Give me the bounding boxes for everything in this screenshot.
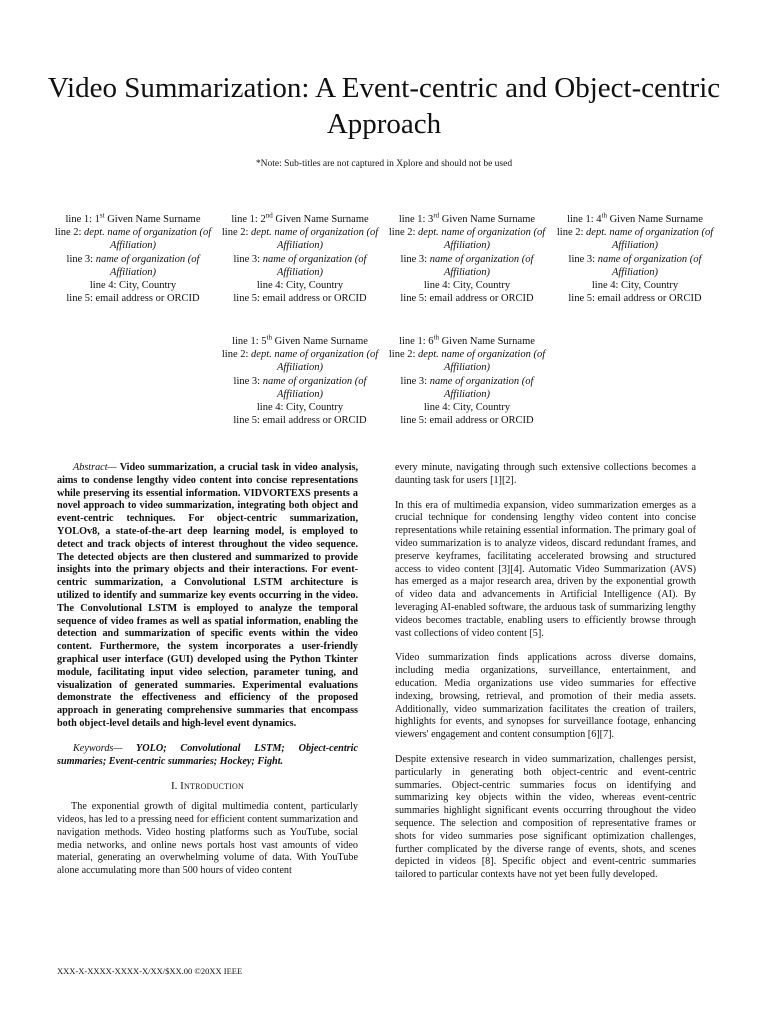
abstract-lead: Abstract—: [73, 462, 117, 473]
author-line-1: line 1: 5th Given Name Surname: [232, 333, 368, 347]
author-line-4: line 4: City, Country: [423, 280, 511, 292]
body-paragraph-2: In this era of multimedia expansion, video summarization emerges as a crucial technique for condensing lengthy video content into concise representations while retaining essential information. The primary goal of video summarization is to analyze videos, discard redundant frames, and preserve keyframes, facilitating accelerated browsing and structured access to video content [3][4]. Automatic Video Summarization (AVS) has emerged as a major research area, driven by the exponential growth of video data and advancements in Artificial Intelligence (AI). By leveraging AI-enabled software, the arduous task of summarizing lengthy videos becomes tractable, enabling users to efficiently browse through vast collections of video content [5].: [395, 499, 696, 639]
author-line-1: line 1: 6th Given Name Surname: [399, 333, 535, 347]
intro-paragraph-1: The exponential growth of digital multimedia content, particularly videos, has led to a pressing need for efficient content summarization and navigation methods. Video hosting platforms such as YouTube, social media networks, and online news portals host vast amounts of video material, generating an overwhelming volume of data. With YouTube alone accumulating more than 500 hours of video content: [57, 801, 358, 877]
author-line-3: line 3: name of organization (of Affiliation): [568, 253, 702, 278]
keywords-text: YOLO; Convolutional LSTM; Object-centric summaries; Event-centric summaries; Hockey; Fight.: [57, 742, 358, 767]
author-line-2: line 2: dept. name of organization (of Affiliation): [221, 349, 379, 374]
author-line-2: line 2: dept. name of organization (of Affiliation): [556, 227, 714, 252]
right-column: [395, 462, 696, 894]
author-line-2: line 2: dept. name of organization (of Affiliation): [54, 227, 212, 252]
keywords-lead: Keywords—: [73, 742, 123, 754]
author-line-5: line 5: email address or ORCID: [568, 293, 702, 305]
author-line-5: line 5: email address or ORCID: [233, 293, 367, 305]
author-line-2: line 2: dept. name of organization (of Affiliation): [221, 227, 379, 252]
author-line-4: line 4: City, Country: [256, 280, 344, 292]
body-paragraph-1: every minute, navigating through such extensive collections becomes a daunting task for users [1][2].: [395, 462, 696, 486]
subtitle-note: *Note: Sub-titles are not captured in Xplore and should not be used: [255, 159, 513, 169]
section-heading-introduction: I. Introduction: [170, 780, 244, 793]
keywords: [57, 743, 358, 769]
author-line-2: line 2: dept. name of organization (of Affiliation): [388, 349, 546, 374]
author-line-4: line 4: City, Country: [591, 280, 679, 292]
paper-title: Video Summarization: A Event-centric and Object-centric Approach: [47, 72, 721, 140]
abstract: [57, 462, 358, 731]
author-line-3: line 3: name of organization (of Affiliation): [66, 253, 200, 278]
author-block-3: [387, 213, 547, 305]
author-block-6: [387, 335, 547, 427]
author-line-3: line 3: name of organization (of Affiliation): [233, 253, 367, 278]
left-column: [57, 462, 358, 890]
author-line-5: line 5: email address or ORCID: [66, 293, 200, 305]
body-paragraph-3: Video summarization finds applications across diverse domains, including media organizations, surveillance, entertainment, and education. Media organizations use video summaries for effective indexing, browsing, retrieval, and promotion of their media assets. Additionally, video summarization facilitates the creation of trailers, highlights for events, and synopses for surveillance footage, enhancing viewers' engagement and content consumption [6][7].: [395, 652, 696, 741]
author-line-2: line 2: dept. name of organization (of Affiliation): [388, 227, 546, 252]
author-line-1: line 1: 2nd Given Name Surname: [231, 211, 369, 225]
author-line-1: line 1: 4th Given Name Surname: [567, 211, 703, 225]
abstract-text: Video summarization, a crucial task in video analysis, aims to condense lengthy video content into concise representations while preserving its essential information. VIDVORTEXS presents a novel approach to video summarization, integrating both object and event-centric techniques. For object-centric summarization, YOLOv8, a state-of-the-art deep learning model, is employed to detect and track objects of interest throughout the video sequence. The detected objects are then clustered and summarized to provide insights into the primary objects and their interactions. For event-centric summarization, a Convolutional LSTM architecture is utilized to identify and summarize key events occurring in the video. The Convolutional LSTM is employed to analyze the temporal sequence of video frames as well as spatial information, enabling the detection and summarization of specific events within the video content. Furthermore, the system incorporates a user-friendly graphical user interface (GUI) developed using the Python Tkinter module, facilitating input video selection, parameter tuning, and visualization of generated summaries. Experimental evaluations demonstrate the effectiveness and efficiency of the proposed approach in generating comprehensive summaries that encompass both object-level details and high-level event dynamics.: [57, 462, 358, 729]
author-line-5: line 5: email address or ORCID: [400, 415, 534, 427]
author-line-5: line 5: email address or ORCID: [233, 415, 367, 427]
author-line-4: line 4: City, Country: [89, 280, 177, 292]
author-block-1: [53, 213, 213, 305]
author-block-4: [555, 213, 715, 305]
copyright-footer: XXX-X-XXXX-XXXX-X/XX/$XX.00 ©20XX IEEE: [57, 966, 243, 976]
author-line-3: line 3: name of organization (of Affiliation): [233, 375, 367, 400]
author-block-2: [220, 213, 380, 305]
author-line-4: line 4: City, Country: [256, 402, 344, 414]
body-paragraph-4: Despite extensive research in video summarization, challenges persist, particularly in generating both object-centric and event-centric summaries. Object-centric summaries focus on identifying and summarizing key objects within the video, whereas event-centric summaries highlight significant events occurring throughout the video sequence. The selection and composition of representative frames or shots for video summaries pose significant optimization challenges, further complicated by the diverse range of events, shots, and scenes depicted in videos [8]. Specific object and event-centric summaries tailored to particular contexts have not yet been fully developed.: [395, 753, 696, 881]
author-block-5: [220, 335, 380, 427]
author-line-3: line 3: name of organization (of Affiliation): [400, 253, 534, 278]
author-line-4: line 4: City, Country: [423, 402, 511, 414]
author-line-3: line 3: name of organization (of Affiliation): [400, 375, 534, 400]
author-line-5: line 5: email address or ORCID: [400, 293, 534, 305]
author-line-1: line 1: 3rd Given Name Surname: [398, 211, 536, 225]
author-line-1: line 1: 1st Given Name Surname: [65, 211, 201, 225]
